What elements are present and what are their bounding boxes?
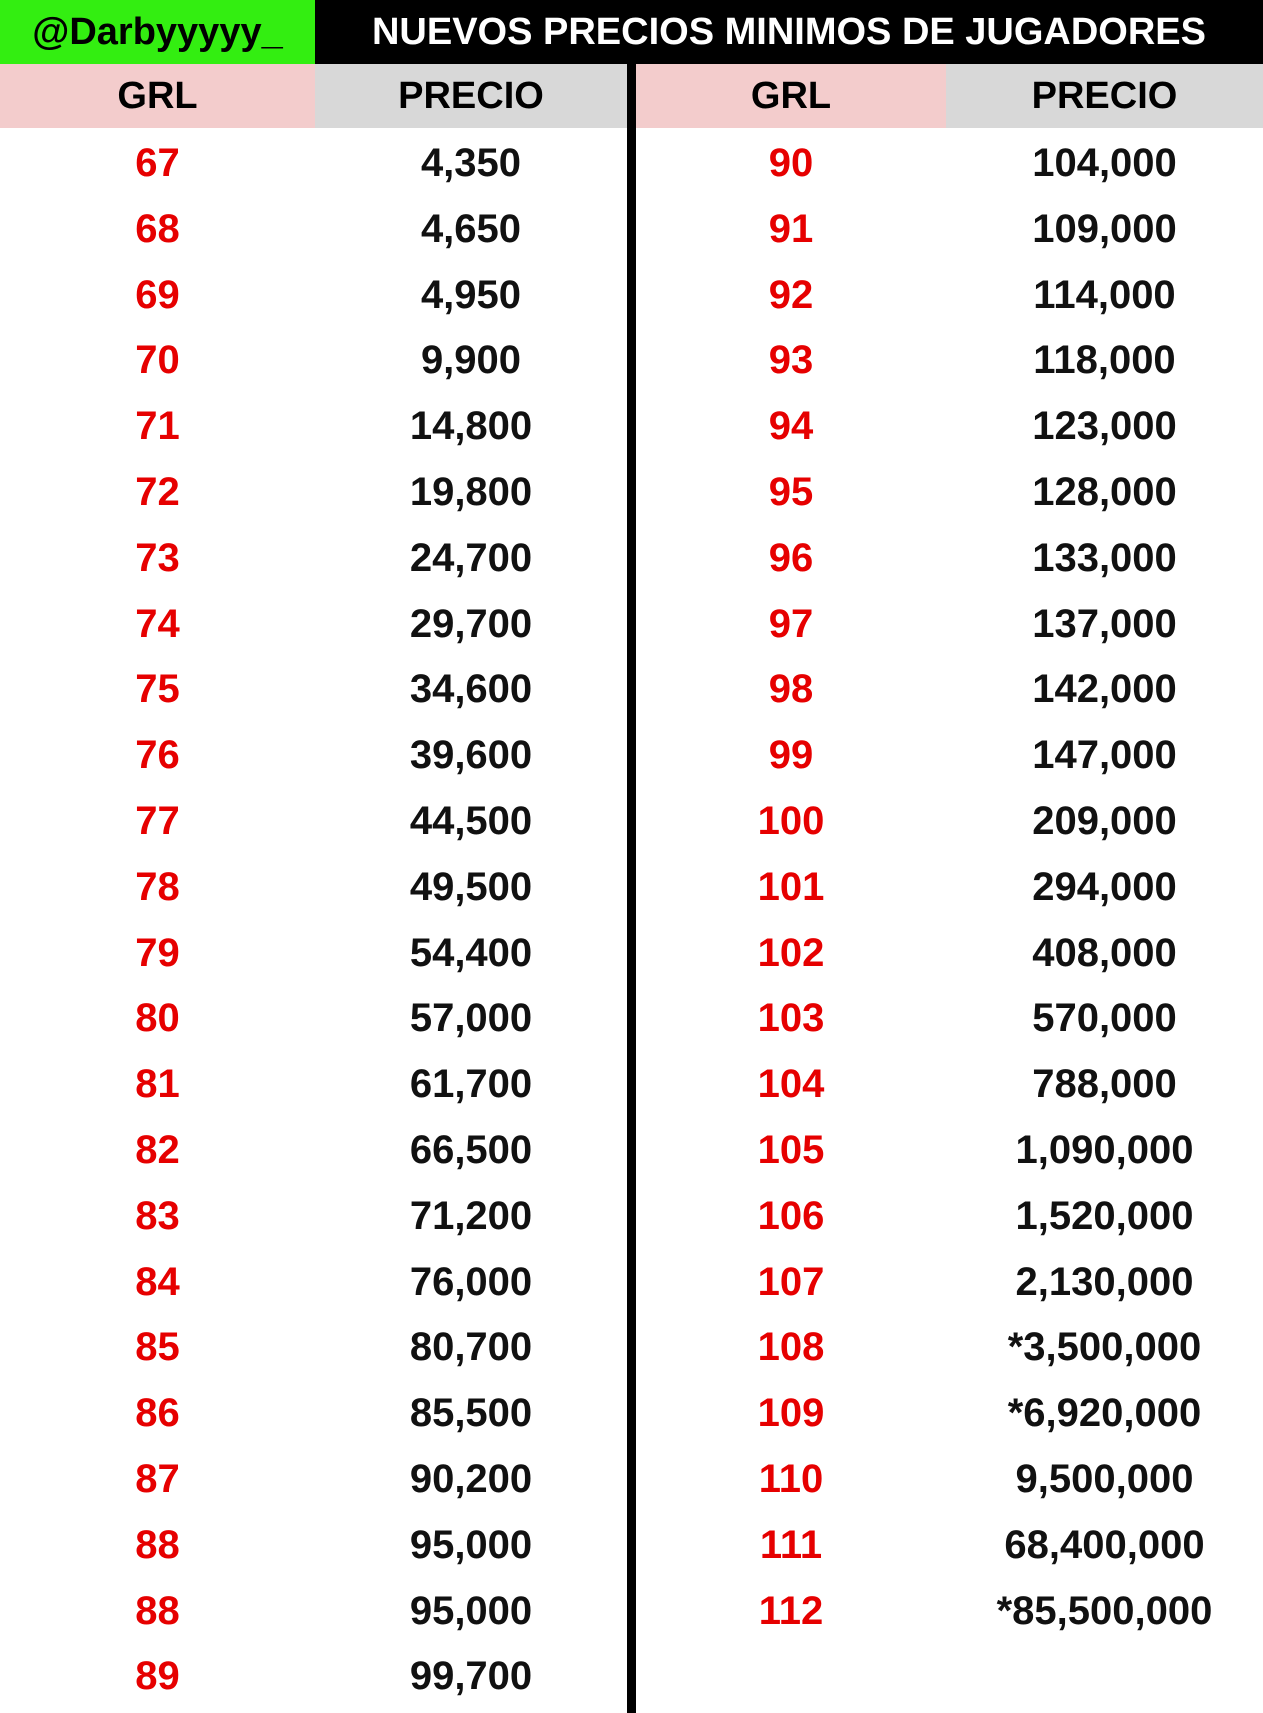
grl-cell: 81 xyxy=(135,1062,180,1107)
grl-cell: 67 xyxy=(135,141,180,185)
precio-cell: 209,000 xyxy=(1032,798,1177,843)
precio-cell: 294,000 xyxy=(1032,864,1177,909)
precio-cell: 137,000 xyxy=(1032,601,1177,646)
grl-cell: 71 xyxy=(135,404,180,449)
table-row xyxy=(0,526,627,592)
grl-cell: 104 xyxy=(757,1062,825,1107)
grl-cell: 85 xyxy=(135,1325,180,1370)
precio-cell: 142,000 xyxy=(1032,667,1177,712)
grl-cell: 95 xyxy=(768,469,814,514)
precio-cell: 9,900 xyxy=(420,338,522,383)
table-row xyxy=(636,263,1263,329)
page-title: NUEVOS PRECIOS MINIMOS DE JUGADORES xyxy=(371,11,1206,53)
precio-cell: 99,700 xyxy=(409,1654,533,1699)
grl-cell: 75 xyxy=(135,667,180,712)
table-row xyxy=(0,263,627,329)
precio-cell: 4,950 xyxy=(420,272,522,317)
grl-cell: 87 xyxy=(135,1456,180,1501)
grl-cell: 93 xyxy=(768,338,814,383)
grl-cell: 111 xyxy=(759,1522,823,1567)
table-row xyxy=(0,131,627,197)
table-row xyxy=(0,592,627,658)
precio-cell: 76,000 xyxy=(409,1259,533,1304)
table-row xyxy=(0,1184,627,1250)
table-row xyxy=(0,1381,627,1447)
table-row xyxy=(636,789,1263,855)
table-row xyxy=(0,1250,627,1316)
grl-cell: 82 xyxy=(135,1127,180,1172)
precio-cell: 57,000 xyxy=(409,996,533,1041)
precio-cell: 2,130,000 xyxy=(1015,1259,1194,1304)
grl-cell: 106 xyxy=(757,1193,825,1238)
right-grl-header: GRL xyxy=(636,64,946,128)
table-row xyxy=(636,1447,1263,1513)
table-row xyxy=(0,1579,627,1645)
column-divider xyxy=(627,64,636,1713)
grl-cell: 70 xyxy=(135,338,180,383)
table-row xyxy=(0,394,627,460)
precio-cell: 95,000 xyxy=(409,1522,533,1567)
table-row xyxy=(0,1447,627,1513)
precio-cell: 128,000 xyxy=(1032,469,1177,514)
grl-cell: 110 xyxy=(758,1456,824,1501)
grl-cell: 88 xyxy=(135,1522,180,1567)
grl-cell: 80 xyxy=(135,996,180,1041)
grl-cell: 76 xyxy=(135,733,180,778)
grl-cell: 73 xyxy=(135,535,180,580)
precio-cell: 68,400,000 xyxy=(1004,1522,1205,1567)
grl-cell: 100 xyxy=(757,798,825,843)
precio-cell: 123,000 xyxy=(1032,404,1177,449)
grl-cell: 83 xyxy=(135,1193,180,1238)
precio-cell: 788,000 xyxy=(1032,1062,1177,1107)
grl-cell: 84 xyxy=(135,1259,180,1304)
grl-cell: 91 xyxy=(768,206,814,251)
grl-cell: 90 xyxy=(768,141,814,185)
precio-cell: 1,520,000 xyxy=(1015,1193,1194,1238)
grl-cell: 78 xyxy=(135,864,180,909)
grl-cell: 68 xyxy=(135,206,180,251)
table-row xyxy=(636,460,1263,526)
grl-cell: 86 xyxy=(135,1391,180,1436)
grl-cell: 79 xyxy=(135,930,180,975)
precio-cell: 133,000 xyxy=(1032,535,1177,580)
table-row xyxy=(636,921,1263,987)
grl-cell: 108 xyxy=(757,1325,825,1370)
table-row xyxy=(636,855,1263,921)
right-precio-header: PRECIO xyxy=(946,64,1263,128)
table-row xyxy=(0,328,627,394)
table-row xyxy=(636,1513,1263,1579)
precio-cell: 19,800 xyxy=(409,469,533,514)
table-row xyxy=(636,394,1263,460)
precio-cell: *85,500,000 xyxy=(996,1588,1213,1633)
grl-cell: 102 xyxy=(757,930,825,975)
table-row xyxy=(636,986,1263,1052)
precio-cell: 4,350 xyxy=(420,141,522,185)
table-row xyxy=(636,1315,1263,1381)
table-row xyxy=(636,1579,1263,1645)
precio-cell: *6,920,000 xyxy=(1007,1391,1202,1436)
grl-cell: 112 xyxy=(758,1588,824,1633)
table-row xyxy=(636,1118,1263,1184)
grl-cell: 97 xyxy=(768,601,814,646)
precio-cell: 44,500 xyxy=(409,798,533,843)
precio-cell: 34,600 xyxy=(409,667,533,712)
table-row xyxy=(0,1644,627,1710)
grl-cell: 92 xyxy=(768,272,814,317)
table-row xyxy=(0,460,627,526)
precio-cell: 71,200 xyxy=(409,1193,533,1238)
grl-cell: 94 xyxy=(768,404,814,449)
precio-cell: 54,400 xyxy=(409,930,533,975)
table-row xyxy=(0,723,627,789)
precio-cell: 104,000 xyxy=(1032,141,1177,185)
table-row xyxy=(636,657,1263,723)
precio-cell: 118,000 xyxy=(1033,338,1176,383)
precio-cell: 95,000 xyxy=(409,1588,533,1633)
grl-cell: 74 xyxy=(135,601,180,646)
table-row xyxy=(636,1184,1263,1250)
grl-cell: 89 xyxy=(135,1654,180,1699)
table-row xyxy=(0,789,627,855)
table-row xyxy=(0,855,627,921)
table-row xyxy=(0,921,627,987)
precio-cell: 39,600 xyxy=(409,733,533,778)
precio-cell: 80,700 xyxy=(409,1325,533,1370)
precio-cell: 66,500 xyxy=(409,1127,533,1172)
table-row xyxy=(0,986,627,1052)
precio-cell: 408,000 xyxy=(1032,930,1177,975)
precio-cell: 9,500,000 xyxy=(1015,1456,1194,1501)
grl-cell: 69 xyxy=(135,272,180,317)
table-row xyxy=(636,197,1263,263)
grl-cell: 105 xyxy=(757,1127,825,1172)
table-row xyxy=(0,1315,627,1381)
precio-cell: 4,650 xyxy=(420,206,522,251)
grl-cell: 98 xyxy=(768,667,814,712)
precio-cell: 109,000 xyxy=(1032,206,1177,251)
grl-cell: 101 xyxy=(757,864,825,909)
precio-cell: *3,500,000 xyxy=(1007,1325,1202,1370)
grl-cell: 103 xyxy=(757,996,825,1041)
left-table xyxy=(0,131,627,1710)
author-handle: @Darbyyyyy_ xyxy=(0,0,315,64)
precio-cell: 24,700 xyxy=(409,535,533,580)
table-row xyxy=(636,328,1263,394)
precio-cell: 49,500 xyxy=(409,864,533,909)
precio-cell: 147,000 xyxy=(1032,733,1177,778)
table-row xyxy=(0,1052,627,1118)
left-precio-header: PRECIO xyxy=(315,64,627,128)
grl-cell: 72 xyxy=(135,469,180,514)
grl-cell: 99 xyxy=(768,733,814,778)
precio-cell: 90,200 xyxy=(409,1456,533,1501)
precio-cell: 61,700 xyxy=(409,1062,533,1107)
left-grl-header: GRL xyxy=(0,64,315,128)
table-row xyxy=(0,657,627,723)
precio-cell: 14,800 xyxy=(409,404,533,449)
precio-cell: 85,500 xyxy=(409,1391,533,1436)
precio-cell: 114,000 xyxy=(1033,272,1176,317)
right-table xyxy=(636,131,1263,1644)
table-row xyxy=(636,131,1263,197)
table-row xyxy=(0,197,627,263)
table-row xyxy=(636,1250,1263,1316)
table-row xyxy=(636,592,1263,658)
table-row xyxy=(636,526,1263,592)
grl-cell: 77 xyxy=(135,798,180,843)
grl-cell: 109 xyxy=(757,1391,825,1436)
precio-cell: 29,700 xyxy=(409,601,533,646)
grl-cell: 107 xyxy=(757,1259,825,1304)
table-row xyxy=(636,723,1263,789)
grl-cell: 88 xyxy=(135,1588,180,1633)
table-row xyxy=(0,1513,627,1579)
table-row xyxy=(636,1052,1263,1118)
grl-cell: 96 xyxy=(768,535,814,580)
precio-cell: 570,000 xyxy=(1032,996,1177,1041)
table-row xyxy=(636,1381,1263,1447)
precio-cell: 1,090,000 xyxy=(1015,1127,1194,1172)
table-row xyxy=(0,1118,627,1184)
